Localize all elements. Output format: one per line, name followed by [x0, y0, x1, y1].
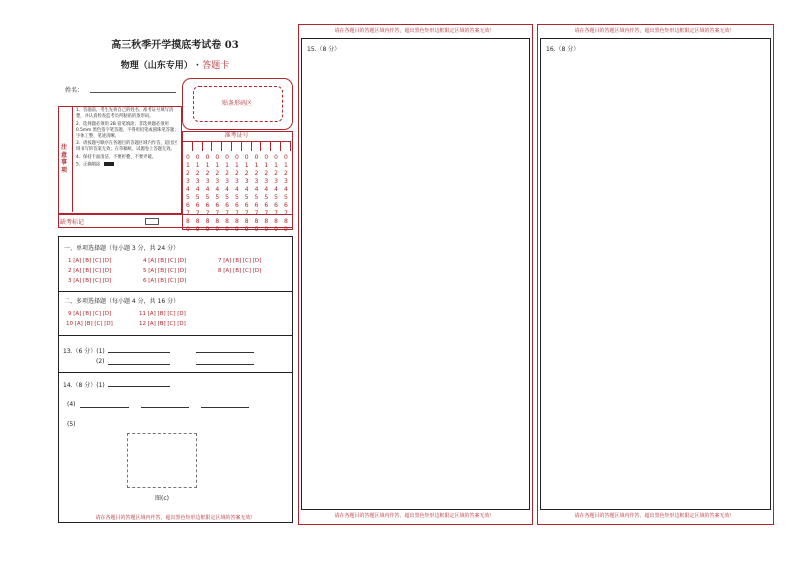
digit-option[interactable]: 2: [215, 170, 220, 177]
digit-option[interactable]: 6: [244, 202, 249, 209]
digit-option[interactable]: 3: [195, 178, 200, 185]
digit-option[interactable]: 5: [215, 194, 220, 201]
warning-footer: 请在各题目的答题区域内作答，超出黑色矩形边框限定区域的答案无效！: [334, 513, 495, 519]
digit-option[interactable]: 8: [254, 218, 259, 225]
notice-heading-cell: [58, 106, 73, 212]
digit-option[interactable]: 1: [254, 162, 259, 169]
digit-option[interactable]: 8: [244, 218, 249, 225]
notice-item: 3．请按题号顺序在各题目的答题区域内作答，超出区域书写的答案无效；在草稿纸、试题卷上答题无效。: [76, 141, 178, 152]
warning-header: 请在各题目的答题区域内作答，超出黑色矩形边框限定区域的答案无效！: [334, 28, 495, 34]
digit-column[interactable]: [203, 154, 213, 234]
digit-option[interactable]: 7: [244, 210, 249, 217]
digit-option[interactable]: 7: [185, 210, 190, 217]
digit-option[interactable]: 7: [274, 210, 278, 217]
q16-answer-area[interactable]: [540, 38, 771, 510]
digit-option[interactable]: 9: [264, 226, 269, 233]
digit-option[interactable]: 0: [244, 154, 249, 161]
digit-option[interactable]: 7: [264, 210, 269, 217]
digit-option[interactable]: 1: [264, 162, 269, 169]
q14-answer-line[interactable]: [201, 407, 249, 408]
digit-option[interactable]: 3: [264, 178, 269, 185]
figure-caption: 图(c): [155, 495, 169, 502]
barcode-area-label: 贴条形码区: [221, 100, 252, 107]
digit-option[interactable]: 4: [195, 186, 200, 193]
digit-option[interactable]: 3: [205, 178, 210, 185]
digit-option[interactable]: 2: [244, 170, 249, 177]
digit-option[interactable]: 7: [215, 210, 220, 217]
digit-option[interactable]: 6: [264, 202, 269, 209]
digit-option[interactable]: 7: [205, 210, 210, 217]
q14-graph-area[interactable]: [127, 433, 197, 488]
digit-option[interactable]: 9: [254, 226, 259, 233]
digit-option[interactable]: 6: [254, 202, 259, 209]
mc-question[interactable]: 1 [A] [B] [C] [D]: [68, 258, 112, 264]
q13-label: 13.（6 分）(1): [63, 348, 105, 355]
q13-answer-line[interactable]: [196, 364, 254, 365]
digit-option[interactable]: 8: [215, 218, 220, 225]
digit-option[interactable]: 2: [274, 170, 278, 177]
digit-column[interactable]: [232, 154, 242, 234]
digit-option[interactable]: 6: [185, 202, 190, 209]
notice-item: 4．保持卡面清洁，不要折叠、不要弄破。: [76, 154, 157, 160]
digit-option[interactable]: 4: [205, 186, 210, 193]
q13-answer-line[interactable]: [108, 352, 170, 353]
digit-option[interactable]: 5: [254, 194, 259, 201]
digit-column[interactable]: [271, 154, 281, 234]
digit-option[interactable]: 1: [185, 162, 190, 169]
absent-checkbox[interactable]: [145, 218, 159, 225]
digit-option[interactable]: 4: [264, 186, 269, 193]
digit-option[interactable]: 7: [234, 210, 239, 217]
notice-item-correct: [76, 162, 179, 169]
q14-part4-label: (4): [67, 401, 76, 408]
digit-column[interactable]: [261, 154, 271, 234]
digit-option[interactable]: 5: [225, 194, 229, 201]
digit-option[interactable]: 7: [254, 210, 259, 217]
digit-option[interactable]: 8: [195, 218, 200, 225]
digit-option[interactable]: 1: [244, 162, 249, 169]
digit-option[interactable]: 5: [244, 194, 249, 201]
exam-number-title: 准考证号: [182, 131, 291, 142]
digit-option[interactable]: 2: [234, 170, 239, 177]
mc-question[interactable]: 9 [A] [B] [C] [D]: [68, 311, 112, 317]
mc-question[interactable]: 11 [A] [B] [C] [D]: [139, 311, 186, 317]
section2-title: 二、多项选择题（每小题 4 分，共 16 分）: [64, 298, 180, 305]
digit-option[interactable]: 6: [195, 202, 200, 209]
mc-question[interactable]: 6 [A] [B] [C] [D]: [143, 278, 187, 284]
divider: [58, 335, 293, 336]
q15-label: 15.（8 分）: [307, 46, 341, 53]
digit-option[interactable]: 9: [283, 226, 288, 233]
digit-option[interactable]: 2: [205, 170, 210, 177]
digit-option[interactable]: 6: [205, 202, 210, 209]
digit-option[interactable]: 5: [205, 194, 210, 201]
subject-name: 物理（山东专用）: [120, 61, 193, 71]
mc-question[interactable]: 10 [A] [B] [C] [D]: [66, 321, 113, 327]
digit-option[interactable]: 2: [283, 170, 288, 177]
digit-option[interactable]: 1: [225, 162, 229, 169]
digit-column[interactable]: [252, 154, 262, 234]
digit-option[interactable]: 5: [185, 194, 190, 201]
digit-option[interactable]: 0: [264, 154, 269, 161]
notice-item: 1．答题前，考生先将自己的姓名、准考证号填写清楚，并认真检查监考员所粘贴的条形码。: [76, 108, 174, 119]
digit-option[interactable]: 5: [274, 194, 278, 201]
digit-option[interactable]: 3: [283, 178, 288, 185]
warning-footer: 请在各题目的答题区域内作答，超出黑色矩形边框限定区域的答案无效！: [95, 515, 256, 521]
digit-option[interactable]: 0: [185, 154, 190, 161]
digit-option[interactable]: 5: [195, 194, 200, 201]
digit-option[interactable]: 9: [195, 226, 200, 233]
divider: [58, 372, 293, 373]
digit-option[interactable]: 6: [215, 202, 220, 209]
digit-option[interactable]: 8: [185, 218, 190, 225]
q14-answer-line[interactable]: [80, 407, 129, 408]
digit-option[interactable]: 3: [185, 178, 190, 185]
digit-option[interactable]: 2: [225, 170, 229, 177]
digit-option[interactable]: 8: [234, 218, 239, 225]
exam-number-write-cells[interactable]: [183, 142, 291, 152]
digit-column[interactable]: [193, 154, 203, 234]
digit-option[interactable]: 7: [195, 210, 200, 217]
digit-option[interactable]: 7: [283, 210, 288, 217]
digit-option[interactable]: 1: [283, 162, 288, 169]
q13-answer-line[interactable]: [196, 352, 254, 353]
digit-option[interactable]: 2: [195, 170, 200, 177]
digit-option[interactable]: 7: [225, 210, 229, 217]
digit-option[interactable]: 6: [274, 202, 278, 209]
digit-option[interactable]: 0: [254, 154, 259, 161]
digit-option[interactable]: 0: [215, 154, 220, 161]
digit-column[interactable]: [183, 154, 193, 234]
digit-option[interactable]: 3: [254, 178, 259, 185]
digit-option[interactable]: 4: [244, 186, 249, 193]
warning-header: 请在各题目的答题区域内作答，超出黑色矩形边框限定区域的答案无效！: [574, 28, 735, 34]
mc-question[interactable]: 4 [A] [B] [C] [D]: [143, 258, 187, 264]
digit-option[interactable]: 2: [264, 170, 269, 177]
divider: [58, 291, 293, 292]
digit-column[interactable]: [222, 154, 232, 234]
mc-question[interactable]: 2 [A] [B] [C] [D]: [68, 268, 112, 274]
exam-title: 高三秋季开学摸底考试卷 03: [111, 40, 239, 51]
digit-option[interactable]: 0: [283, 154, 288, 161]
section1-title: 一、单项选择题（每小题 3 分，共 24 分）: [64, 245, 180, 252]
exam-subtitle: [55, 58, 295, 71]
digit-column[interactable]: [212, 154, 222, 234]
digit-option[interactable]: 4: [215, 186, 220, 193]
digit-option[interactable]: 1: [195, 162, 200, 169]
q16-label: 16.（8 分）: [546, 46, 580, 53]
digit-option[interactable]: 1: [215, 162, 220, 169]
digit-option[interactable]: 3: [234, 178, 239, 185]
digit-option[interactable]: 8: [283, 218, 288, 225]
digit-option[interactable]: 3: [215, 178, 220, 185]
digit-option[interactable]: 1: [274, 162, 278, 169]
digit-option[interactable]: 0: [195, 154, 200, 161]
mc-question[interactable]: 7 [A] [B] [C] [D]: [218, 258, 262, 264]
q13-answer-line[interactable]: [108, 364, 170, 365]
q14-answer-line[interactable]: [141, 407, 189, 408]
digit-column[interactable]: [242, 154, 252, 234]
mc-question[interactable]: 3 [A] [B] [C] [D]: [68, 278, 112, 284]
digit-option[interactable]: 8: [274, 218, 278, 225]
name-label: 姓名：: [65, 87, 84, 94]
digit-option[interactable]: 5: [283, 194, 288, 201]
digit-option[interactable]: 2: [185, 170, 190, 177]
digit-option[interactable]: 1: [234, 162, 239, 169]
digit-option[interactable]: 4: [274, 186, 278, 193]
name-line[interactable]: [90, 92, 176, 93]
subtitle-dot: ·: [195, 61, 200, 71]
q13-part2-label: (2): [96, 358, 105, 365]
digit-column[interactable]: [281, 154, 291, 234]
digit-option[interactable]: 9: [274, 226, 278, 233]
digit-option[interactable]: 9: [205, 226, 210, 233]
digit-option[interactable]: 4: [234, 186, 239, 193]
notice-list: [76, 108, 179, 170]
digit-option[interactable]: 3: [274, 178, 278, 185]
digit-option[interactable]: 4: [185, 186, 190, 193]
mc-question[interactable]: 8 [A] [B] [C] [D]: [218, 268, 262, 274]
digit-option[interactable]: 0: [225, 154, 229, 161]
digit-option[interactable]: 3: [225, 178, 229, 185]
digit-option[interactable]: 8: [225, 218, 229, 225]
warning-footer: 请在各题目的答题区域内作答，超出黑色矩形边框限定区域的答案无效！: [574, 513, 735, 519]
digit-option[interactable]: 4: [254, 186, 259, 193]
absent-label: 缺考标记: [60, 219, 85, 226]
digit-option[interactable]: 2: [254, 170, 259, 177]
digit-option[interactable]: 9: [234, 226, 239, 233]
mc-question[interactable]: 5 [A] [B] [C] [D]: [143, 268, 187, 274]
digit-option[interactable]: 5: [234, 194, 239, 201]
digit-option[interactable]: 0: [205, 154, 210, 161]
digit-option[interactable]: 3: [244, 178, 249, 185]
q15-answer-area[interactable]: [301, 38, 530, 510]
digit-option[interactable]: 0: [274, 154, 278, 161]
digit-option[interactable]: 9: [185, 226, 190, 233]
digit-option[interactable]: 6: [234, 202, 239, 209]
correct-fill-label: 5．正确填涂: [76, 162, 101, 168]
digit-option[interactable]: 6: [283, 202, 288, 209]
digit-option[interactable]: 8: [205, 218, 210, 225]
digit-option[interactable]: 5: [264, 194, 269, 201]
q14-answer-line[interactable]: [108, 386, 170, 387]
answer-card-label: 答题卡: [202, 61, 230, 71]
q14-part5-label: (5): [67, 421, 76, 428]
digit-option[interactable]: 9: [215, 226, 220, 233]
digit-option[interactable]: 0: [234, 154, 239, 161]
digit-option[interactable]: 9: [225, 226, 229, 233]
digit-option[interactable]: 6: [225, 202, 229, 209]
digit-option[interactable]: 1: [205, 162, 210, 169]
notice-heading: 注意事项: [61, 144, 68, 174]
digit-option[interactable]: 8: [264, 218, 269, 225]
filled-mark-sample: [104, 162, 114, 166]
notice-item: 2．选择题必须用 2B 铅笔填涂；非选择题必须用 0.5mm 黑色签字笔答题，不得用铅笔或圆珠笔答题；字体工整、笔迹清晰。: [76, 121, 179, 139]
q14-label: 14.（8 分）(1): [63, 382, 105, 389]
mc-question[interactable]: 12 [A] [B] [C] [D]: [139, 321, 186, 327]
digit-option[interactable]: 4: [283, 186, 288, 193]
digit-option[interactable]: 9: [244, 226, 249, 233]
digit-option[interactable]: 4: [225, 186, 229, 193]
